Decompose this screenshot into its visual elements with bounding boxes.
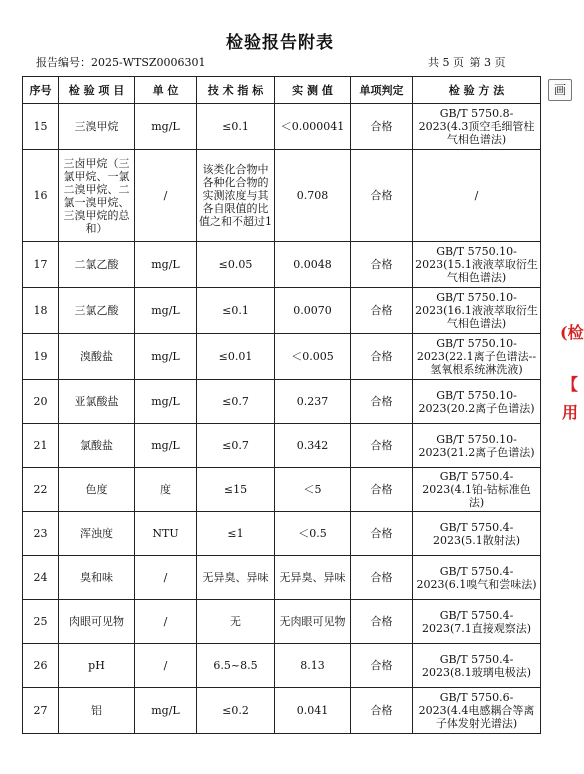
report-title: 检验报告附表: [226, 33, 334, 53]
cell-item: 氯酸盐: [59, 424, 135, 468]
cell-value: 0.0048: [275, 242, 351, 288]
cell-value: ＜0.5: [275, 512, 351, 556]
table-row: [23, 512, 541, 556]
header-spec: 技 术 指 标: [197, 77, 275, 104]
cell-unit: mg/L: [135, 424, 197, 468]
cell-method: GB/T 5750.8-2023(4.3顶空毛细管柱气相色谱法): [413, 104, 541, 150]
cell-unit: mg/L: [135, 380, 197, 424]
page-current: 第 3 页: [469, 56, 506, 69]
cell-result: 合格: [351, 644, 413, 688]
cell-spec: ≤1: [197, 512, 275, 556]
cell-spec: ≤15: [197, 468, 275, 512]
header-no: 序号: [23, 77, 59, 104]
table-row: [23, 688, 541, 734]
header-result: 单项判定: [351, 77, 413, 104]
cell-result: 合格: [351, 688, 413, 734]
cell-value: ＜5: [275, 468, 351, 512]
cell-item: 亚氯酸盐: [59, 380, 135, 424]
table-row: [23, 468, 541, 512]
cell-method: GB/T 5750.4-2023(5.1散射法): [413, 512, 541, 556]
cell-spec: ≤0.1: [197, 288, 275, 334]
table-row: [23, 644, 541, 688]
table-row: [23, 150, 541, 242]
cell-spec: ≤0.2: [197, 688, 275, 734]
cell-no: 20: [23, 380, 59, 424]
cell-spec: ≤0.1: [197, 104, 275, 150]
header-method: 检 验 方 法: [413, 77, 541, 104]
table-row: [23, 380, 541, 424]
cell-spec: 无异臭、异味: [197, 556, 275, 600]
cell-unit: mg/L: [135, 104, 197, 150]
cell-item: 三氯乙酸: [59, 288, 135, 334]
cell-item: 铝: [59, 688, 135, 734]
cell-unit: /: [135, 600, 197, 644]
table-row: [23, 556, 541, 600]
cell-item: 浑浊度: [59, 512, 135, 556]
cell-spec: 无: [197, 600, 275, 644]
cell-value: 无肉眼可见物: [275, 600, 351, 644]
cell-spec: 6.5~8.5: [197, 644, 275, 688]
cell-no: 22: [23, 468, 59, 512]
cell-spec: 该类化合物中各种化合物的实测浓度与其各自限值的比值之和不超过1: [197, 150, 275, 242]
page-total: 共 5 页: [428, 56, 464, 69]
results-table: [22, 76, 541, 734]
cell-result: 合格: [351, 468, 413, 512]
cell-unit: NTU: [135, 512, 197, 556]
cell-item: 肉眼可见物: [59, 600, 135, 644]
cell-item: 三溴甲烷: [59, 104, 135, 150]
cell-method: GB/T 5750.10-2023(21.2离子色谱法): [413, 424, 541, 468]
cell-item: 三卤甲烷（三氯甲烷、一氯二溴甲烷、二氯一溴甲烷、三溴甲烷的总和）: [59, 150, 135, 242]
cell-no: 19: [23, 334, 59, 380]
stamp-fragment: 【: [561, 375, 578, 394]
cell-value: 0.708: [275, 150, 351, 242]
cell-item: 二氯乙酸: [59, 242, 135, 288]
cell-unit: /: [135, 150, 197, 242]
cell-result: 合格: [351, 104, 413, 150]
cell-value: 0.041: [275, 688, 351, 734]
cell-unit: mg/L: [135, 242, 197, 288]
header-unit: 单 位: [135, 77, 197, 104]
cell-result: 合格: [351, 600, 413, 644]
cell-item: 溴酸盐: [59, 334, 135, 380]
cell-value: 0.237: [275, 380, 351, 424]
cell-unit: mg/L: [135, 288, 197, 334]
cell-method: GB/T 5750.6-2023(4.4电感耦合等离子体发射光谱法): [413, 688, 541, 734]
cell-result: 合格: [351, 334, 413, 380]
cell-no: 16: [23, 150, 59, 242]
cell-value: 8.13: [275, 644, 351, 688]
cell-no: 27: [23, 688, 59, 734]
cell-result: 合格: [351, 288, 413, 334]
cell-value: 0.0070: [275, 288, 351, 334]
report-number: [36, 54, 206, 70]
cell-unit: mg/L: [135, 334, 197, 380]
cell-no: 18: [23, 288, 59, 334]
cell-method: GB/T 5750.10-2023(15.1液液萃取衍生气相色谱法): [413, 242, 541, 288]
cell-no: 25: [23, 600, 59, 644]
cell-item: 色度: [59, 468, 135, 512]
cell-value: 无异臭、异味: [275, 556, 351, 600]
table-row: [23, 242, 541, 288]
cell-value: ＜0.005: [275, 334, 351, 380]
cell-spec: ≤0.7: [197, 424, 275, 468]
cell-spec: ≤0.7: [197, 380, 275, 424]
cell-result: 合格: [351, 380, 413, 424]
cell-method: /: [413, 150, 541, 242]
cell-item: pH: [59, 644, 135, 688]
cell-unit: /: [135, 644, 197, 688]
page-info: [428, 54, 508, 70]
cell-method: GB/T 5750.4-2023(4.1铂-钴标准色法): [413, 468, 541, 512]
report-number-value: 2025-WTSZ0006301: [91, 56, 206, 69]
side-toolbar-button[interactable]: 画: [548, 79, 572, 101]
cell-item: 臭和味: [59, 556, 135, 600]
cell-unit: /: [135, 556, 197, 600]
header-item: 检 验 项 目: [59, 77, 135, 104]
table-row: [23, 104, 541, 150]
cell-method: GB/T 5750.4-2023(7.1直接观察法): [413, 600, 541, 644]
cell-no: 23: [23, 512, 59, 556]
cell-value: 0.342: [275, 424, 351, 468]
stamp-fragment: (检: [560, 323, 584, 342]
cell-value: ＜0.000041: [275, 104, 351, 150]
cell-spec: ≤0.01: [197, 334, 275, 380]
cell-method: GB/T 5750.10-2023(16.1液液萃取衍生气相色谱法): [413, 288, 541, 334]
cell-result: 合格: [351, 150, 413, 242]
cell-result: 合格: [351, 424, 413, 468]
cell-no: 26: [23, 644, 59, 688]
cell-unit: 度: [135, 468, 197, 512]
cell-no: 15: [23, 104, 59, 150]
cell-no: 21: [23, 424, 59, 468]
report-number-label: 报告编号：: [36, 56, 91, 69]
cell-method: GB/T 5750.4-2023(8.1玻璃电极法): [413, 644, 541, 688]
stamp-fragment: 用: [561, 403, 578, 422]
header-value: 实 测 值: [275, 77, 351, 104]
cell-result: 合格: [351, 556, 413, 600]
cell-result: 合格: [351, 242, 413, 288]
cell-result: 合格: [351, 512, 413, 556]
table-row: [23, 288, 541, 334]
cell-no: 24: [23, 556, 59, 600]
table-row: [23, 600, 541, 644]
cell-method: GB/T 5750.10-2023(22.1离子色谱法--氢氧根系统淋洗液): [413, 334, 541, 380]
table-header-row: [23, 77, 541, 104]
cell-no: 17: [23, 242, 59, 288]
cell-method: GB/T 5750.10-2023(20.2离子色谱法): [413, 380, 541, 424]
cell-method: GB/T 5750.4-2023(6.1嗅气和尝味法): [413, 556, 541, 600]
table-row: [23, 424, 541, 468]
cell-spec: ≤0.05: [197, 242, 275, 288]
cell-unit: mg/L: [135, 688, 197, 734]
table-row: [23, 334, 541, 380]
